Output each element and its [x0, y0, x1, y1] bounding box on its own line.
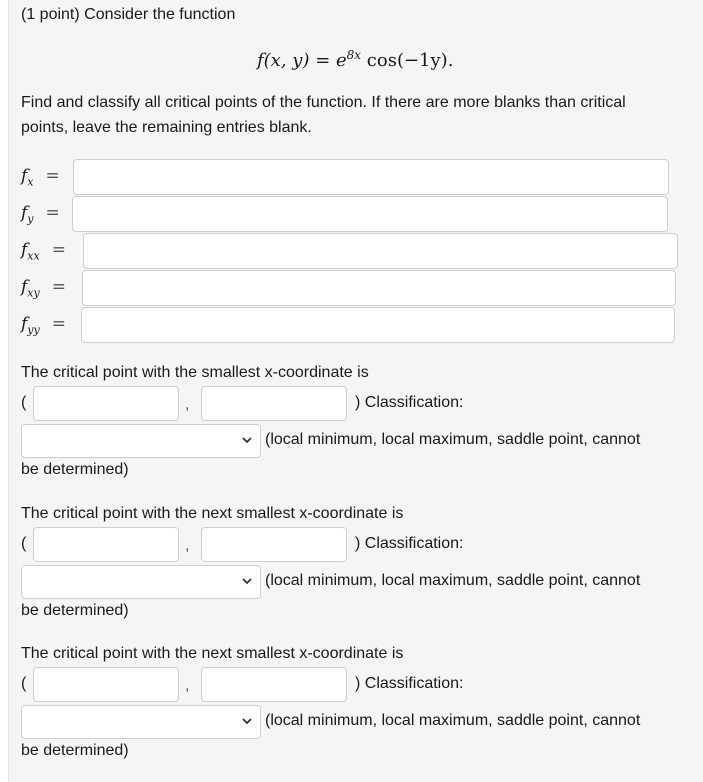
fxy-label: $f_{xy}$ =	[21, 277, 66, 300]
chevron-down-icon	[240, 574, 254, 588]
critical-point-2-classification-label: ) Classification:	[355, 535, 464, 552]
fyy-label: $f_{yy}$ =	[21, 314, 66, 337]
critical-point-1-open-paren: (	[21, 394, 27, 411]
formula-exponent: 8x	[346, 48, 362, 62]
instructions-line-1: Find and classify all critical points of the function. If there are more blanks than critical	[21, 94, 626, 111]
critical-point-2-open-paren: (	[21, 535, 27, 552]
critical-point-1-hint-line-2: be determined)	[21, 461, 129, 478]
critical-point-1-classification-select[interactable]	[21, 424, 261, 458]
fxx-input[interactable]	[83, 233, 678, 269]
critical-point-3-open-paren: (	[21, 675, 27, 692]
critical-point-2-hint-line-1: (local minimum, local maximum, saddle point, cannot	[265, 572, 641, 589]
critical-point-3-heading: The critical point with the next smallest x-coordinate is	[21, 645, 404, 662]
fxy-input[interactable]	[82, 270, 676, 306]
critical-point-3-hint-line-2: be determined)	[21, 742, 129, 759]
critical-point-1-hint-line-1: (local minimum, local maximum, saddle point, cannot	[265, 431, 641, 448]
problem-intro: (1 point) Consider the function	[21, 6, 236, 23]
critical-point-2-classification-select[interactable]	[21, 565, 261, 599]
critical-point-3-comma: ,	[185, 677, 190, 694]
critical-point-1-comma: ,	[185, 396, 190, 413]
critical-point-1-x-input[interactable]	[33, 386, 179, 421]
critical-point-1-y-input[interactable]	[201, 386, 347, 421]
critical-point-1-classification-label: ) Classification:	[355, 394, 464, 411]
fx-label: $f_x$ =	[21, 166, 60, 189]
fx-input[interactable]	[73, 159, 669, 195]
critical-point-2-heading: The critical point with the next smallest x-coordinate is	[21, 505, 404, 522]
critical-point-2-hint-line-2: be determined)	[21, 602, 129, 619]
fyy-input[interactable]	[81, 307, 675, 343]
chevron-down-icon	[240, 433, 254, 447]
critical-point-3-hint-line-1: (local minimum, local maximum, saddle point, cannot	[265, 712, 641, 729]
critical-point-3-x-input[interactable]	[33, 667, 179, 702]
critical-point-3-classification-label: ) Classification:	[355, 675, 464, 692]
critical-point-2-y-input[interactable]	[201, 527, 347, 562]
fy-input[interactable]	[72, 196, 668, 232]
critical-point-1-heading: The critical point with the smallest x-coordinate is	[21, 364, 369, 381]
critical-point-2-comma: ,	[185, 537, 190, 554]
critical-point-3-y-input[interactable]	[201, 667, 347, 702]
formula-lhs: f(x, y) = e	[257, 50, 347, 71]
critical-point-3-classification-select[interactable]	[21, 705, 261, 739]
function-formula	[257, 48, 453, 71]
chevron-down-icon	[240, 714, 254, 728]
fxx-label: $f_{xx}$ =	[21, 240, 66, 263]
critical-point-2-x-input[interactable]	[33, 527, 179, 562]
problem-panel	[8, 0, 703, 782]
fy-label: $f_y$ =	[21, 203, 60, 226]
formula-rhs: cos(−1y).	[361, 50, 454, 71]
instructions-line-2: points, leave the remaining entries blank.	[21, 119, 312, 136]
